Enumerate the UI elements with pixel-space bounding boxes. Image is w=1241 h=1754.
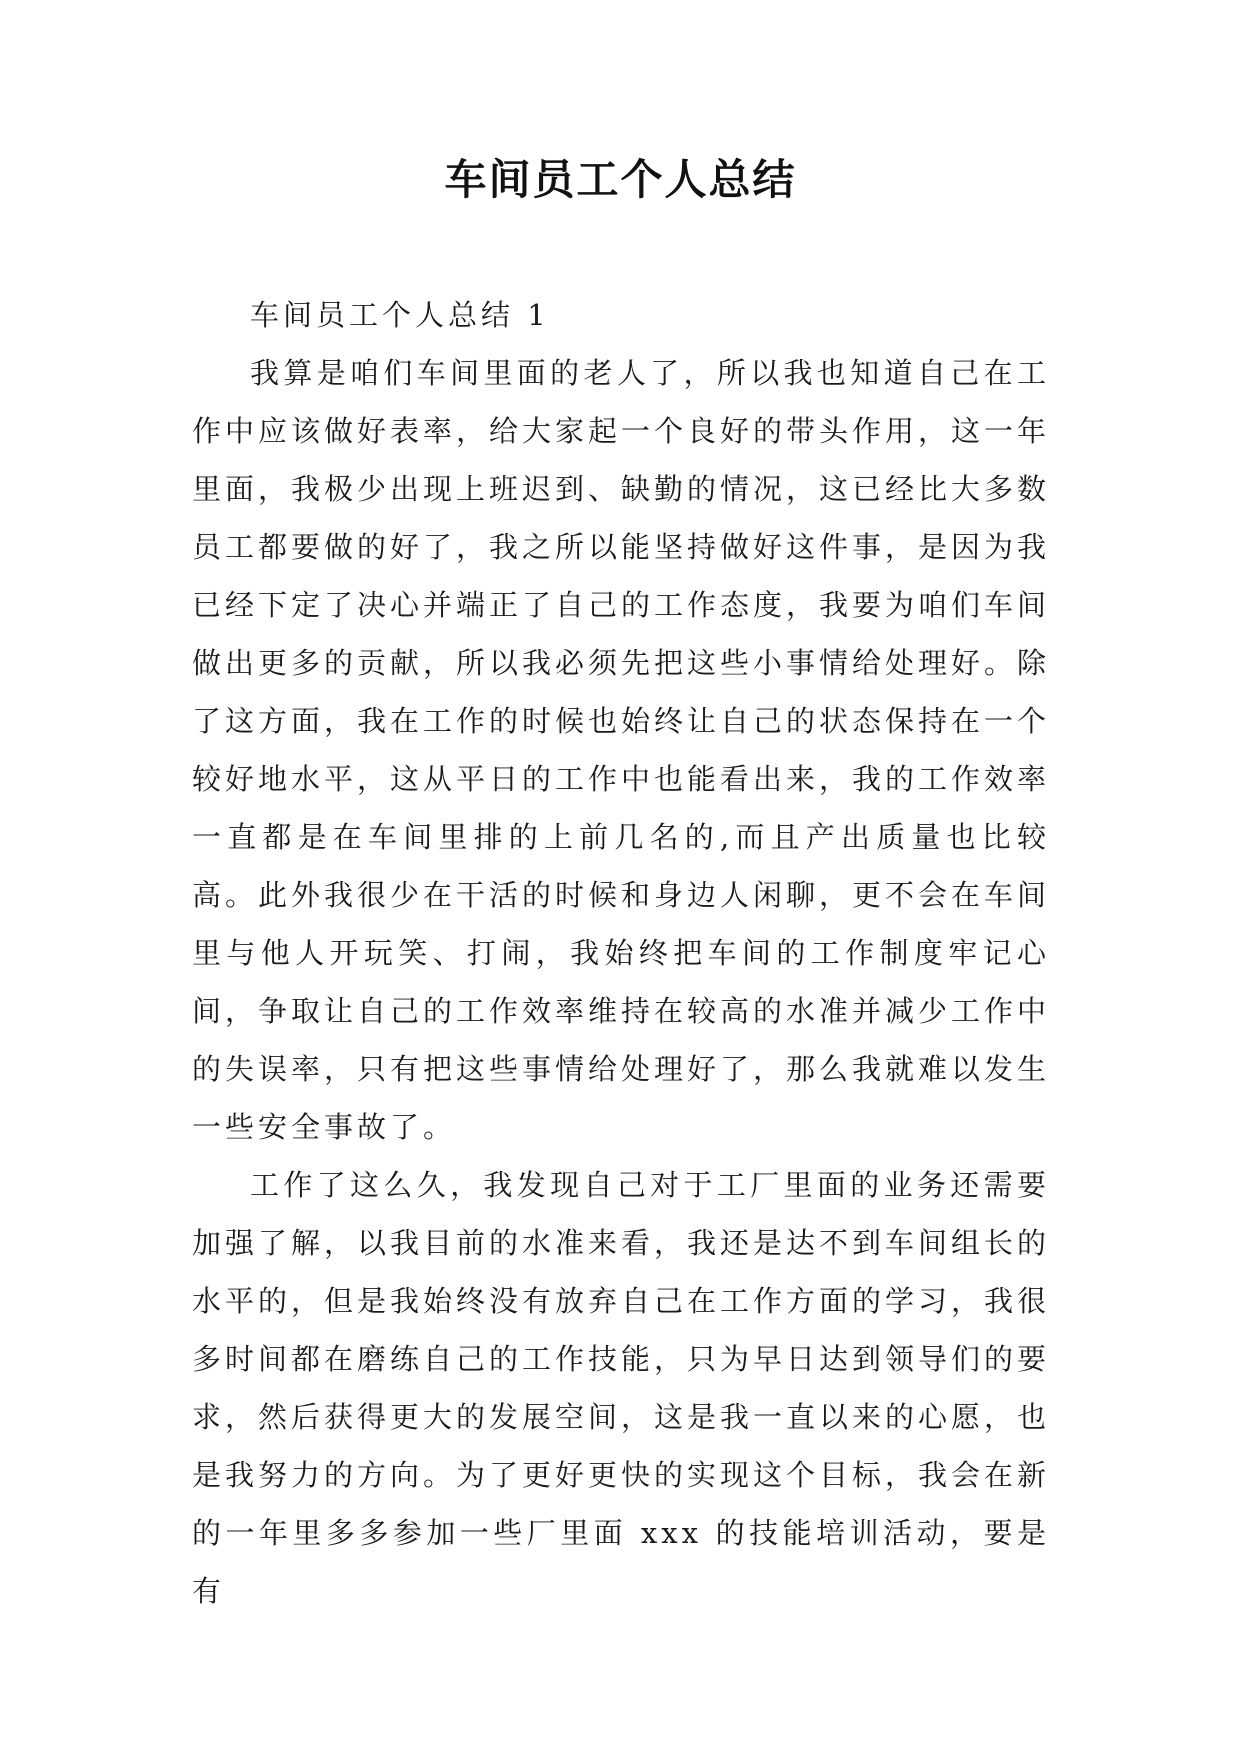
section-heading: 车间员工个人总结 1: [250, 298, 550, 332]
document-body: [192, 286, 1050, 1620]
body-paragraph-2: 工作了这么久，我发现自己对于工厂里面的业务还需要加强了解，以我目前的水准来看，我还是达不到车间组长的水平的，但是我始终没有放弃自己在工作方面的学习，我很多时间都在磨练自己的工作技能，只为早日达到领导们的要求，然后获得更大的发展空间，这是我一直以来的心愿，也是我努力的方向。为了更好更快的实现这个目标，我会在新的一年里多多参加一些厂里面 xxx 的技能培训活动，要是有: [192, 1168, 1051, 1608]
document-title: 车间员工个人总结: [444, 155, 797, 204]
body-paragraph-1: 我算是咱们车间里面的老人了，所以我也知道自己在工作中应该做好表率，给大家起一个良好的带头作用，这一年里面，我极少出现上班迟到、缺勤的情况，这已经比大多数员工都要做的好了，我之所以能坚持做好这件事，是因为我已经下定了决心并端正了自己的工作态度，我要为咱们车间做出更多的贡献，所以我必须先把这些小事情给处理好。除了这方面，我在工作的时候也始终让自己的状态保持在一个较好地水平，这从平日的工作中也能看出来，我的工作效率一直都是在车间里排的上前几名的,而且产出质量也比较高。此外我很少在干活的时候和身边人闲聊，更不会在车间里与他人开玩笑、打闹，我始终把车间的工作制度牢记心间，争取让自己的工作效率维持在较高的水准并减少工作中的失误率，只有把这些事情给处理好了，那么我就难以发生一些安全事故了。: [192, 356, 1051, 1144]
